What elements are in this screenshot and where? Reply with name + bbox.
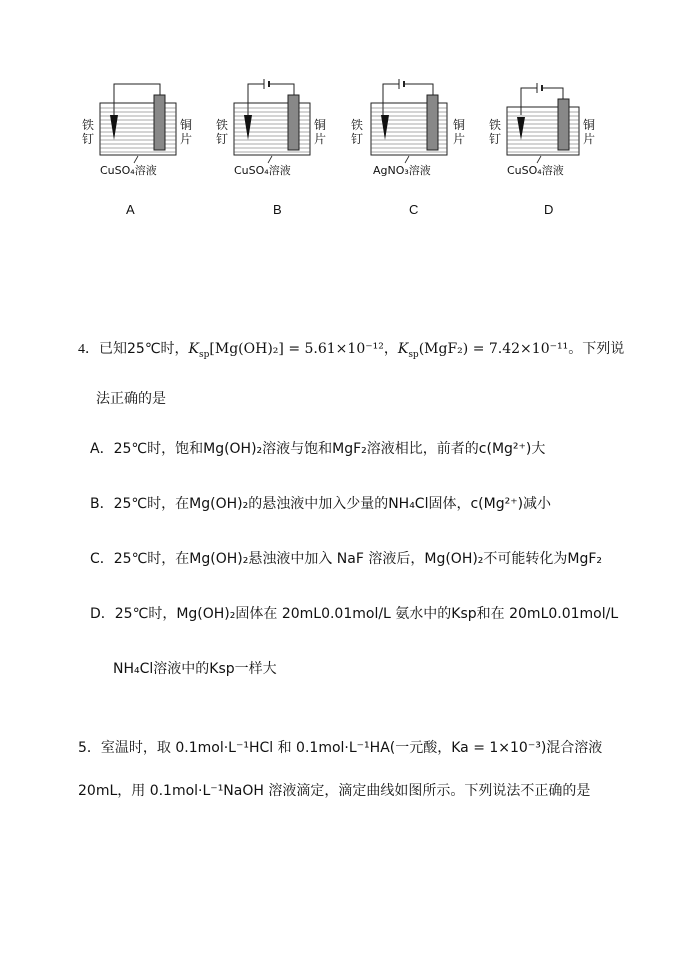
iron-nail-label: 铁钉 xyxy=(489,118,502,146)
option-letter: D xyxy=(544,202,554,217)
apparatus-b-drawing xyxy=(212,70,352,220)
q4-option-b: B．25℃时，在Mg(OH)₂的悬浊液中加入少量的NH₄Cl固体，c(Mg²⁺)减小 xyxy=(90,496,552,512)
solution-label: CuSO₄溶液 xyxy=(100,164,157,177)
q4-comma: ， xyxy=(383,341,398,357)
option-letter: C xyxy=(409,202,419,217)
q4-ksp1-expr: Mg(OH)₂ xyxy=(214,341,279,357)
copper-plate-label: 铜片 xyxy=(583,118,596,146)
q4-option-d-line2: NH₄Cl溶液中的Ksp一样大 xyxy=(113,661,277,677)
solution-label: CuSO₄溶液 xyxy=(507,164,564,177)
apparatus-d-drawing xyxy=(485,70,625,220)
q4-stem-end: 。下列说 xyxy=(568,341,625,357)
copper-plate-label: 铜片 xyxy=(453,118,466,146)
apparatus-d xyxy=(485,70,625,220)
q4-ksp2-value: = 7.42×10⁻¹¹ xyxy=(472,341,569,357)
apparatus-a xyxy=(78,70,218,220)
q4-stem-a: 已知 xyxy=(99,341,127,357)
q5-stem-line1: 5．室温时，取 0.1mol·L⁻¹HCl 和 0.1mol·L⁻¹HA(一元酸，Ka = 1×10⁻³)混合溶液 xyxy=(78,740,603,756)
apparatus-c xyxy=(347,70,487,220)
q5-stem-line2: 20mL，用 0.1mol·L⁻¹NaOH 溶液滴定，滴定曲线如图所示。下列说法不正确的是 xyxy=(78,783,591,799)
apparatus-b xyxy=(212,70,352,220)
option-letter: B xyxy=(273,202,282,217)
electrochem-figure xyxy=(0,70,688,230)
q4-temp: 25℃时， xyxy=(127,341,189,357)
iron-nail-label: 铁钉 xyxy=(82,118,95,146)
q4-ksp1: $K_{sp}[Mg(OH)_2] = 5.61\times 10^{-12}$ xyxy=(188,341,384,360)
q4-ksp1-value: = 5.61×10⁻¹² xyxy=(288,341,384,357)
iron-nail-label: 铁钉 xyxy=(216,118,229,146)
apparatus-a-drawing xyxy=(78,70,218,220)
q4-option-c: C．25℃时，在Mg(OH)₂悬浊液中加入 NaF 溶液后，Mg(OH)₂不可能转化为MgF₂ xyxy=(90,551,603,567)
q4-stem-line2: 法正确的是 xyxy=(96,391,166,407)
solution-label: CuSO₄溶液 xyxy=(234,164,291,177)
q4-ksp2: $K_{sp}(MgF_2) = 7.42\times 10^{-11}$ xyxy=(397,341,569,360)
q4-number: 4． xyxy=(78,342,99,357)
q4-option-a: A．25℃时，饱和Mg(OH)₂溶液与饱和MgF₂溶液相比，前者的c(Mg²⁺)大 xyxy=(90,441,546,457)
copper-plate-label: 铜片 xyxy=(180,118,193,146)
q4-ksp2-expr: (MgF₂) xyxy=(418,341,469,357)
option-letter: A xyxy=(126,202,135,217)
solution-label: AgNO₃溶液 xyxy=(373,164,431,177)
q4-stem-line1 xyxy=(78,338,624,360)
q4-option-d-line1: D．25℃时，Mg(OH)₂固体在 20mL0.01mol/L 氨水中的Ksp和在 20mL0.01mol/L xyxy=(90,606,619,622)
copper-plate-label: 铜片 xyxy=(314,118,327,146)
iron-nail-label: 铁钉 xyxy=(351,118,364,146)
